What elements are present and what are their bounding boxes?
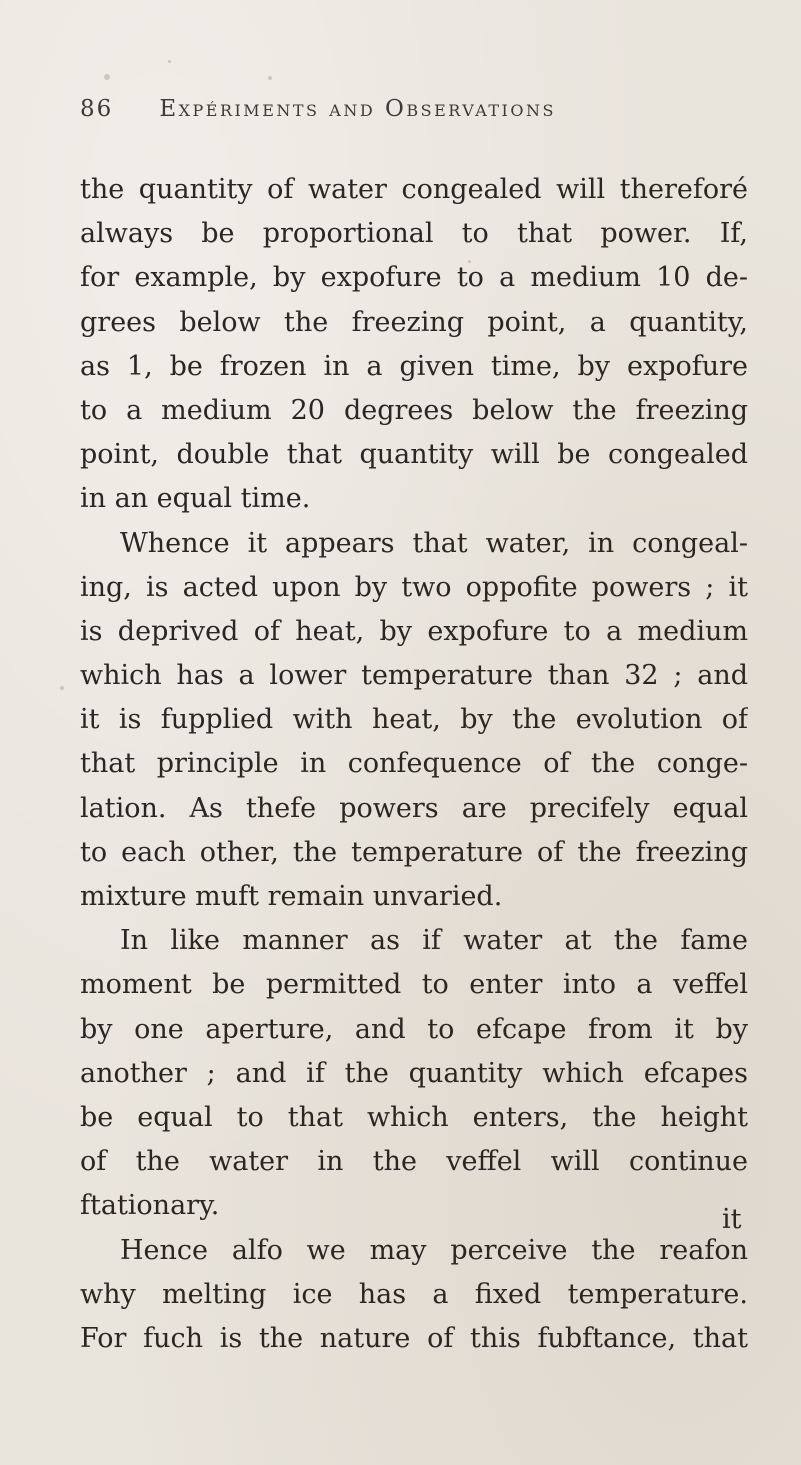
text-line: mixture muft remain unvaried. bbox=[80, 881, 503, 912]
ink-spot bbox=[60, 686, 64, 690]
text-line: it is fupplied with heat, by the evolution of bbox=[80, 704, 748, 736]
text-line: moment be permitted to enter into a veffel bbox=[80, 969, 748, 1001]
text-line: as 1, be frozen in a given time, by expofure bbox=[80, 350, 748, 382]
text-line: to a medium 20 degrees below the freezing bbox=[80, 394, 748, 426]
text-line: the quantity of water congealed will thereforé bbox=[80, 174, 748, 205]
text-line: ing, is acted upon by two oppofite powers ; it bbox=[80, 571, 748, 603]
running-head bbox=[80, 96, 740, 136]
body-text bbox=[80, 168, 748, 1361]
ink-spot bbox=[104, 74, 110, 80]
catchword: it bbox=[722, 1204, 742, 1235]
text-line: another ; and if the quantity which efcapes bbox=[80, 1057, 748, 1089]
text-line: by one aperture, and to efcape from it by bbox=[80, 1013, 748, 1045]
text-line: be equal to that which enters, the height bbox=[80, 1101, 748, 1133]
page-number: 86 bbox=[80, 96, 114, 122]
text-line: for example, by expofure to a medium 10 de- bbox=[80, 262, 748, 294]
text-line: Whence it appears that water, in congeal- bbox=[120, 527, 748, 559]
text-line: Hence alfo we may perceive the reafon bbox=[120, 1234, 748, 1266]
text-line: grees below the freezing point, a quantity, bbox=[80, 306, 748, 338]
text-line: which has a lower temperature than 32 ; and bbox=[80, 660, 748, 692]
text-line: always be proportional to that power. If, bbox=[80, 218, 748, 250]
text-line: point, double that quantity will be congealed bbox=[80, 439, 748, 471]
text-line: In like manner as if water at the fame bbox=[120, 925, 748, 957]
text-line: lation. As thefe powers are precifely equal bbox=[80, 792, 748, 824]
text-line: of the water in the veffel will continue bbox=[80, 1146, 748, 1178]
text-line: in an equal time. bbox=[80, 483, 311, 515]
ink-spot bbox=[168, 60, 171, 63]
text-line: ftationary. bbox=[80, 1190, 220, 1222]
ink-spot bbox=[268, 76, 272, 80]
running-title: Expériments and Observations bbox=[159, 96, 556, 122]
text-line: that principle in confequence of the conge- bbox=[80, 748, 748, 780]
text-line: why melting ice has a fixed temperature. bbox=[80, 1278, 748, 1310]
text-line: For fuch is the nature of this fubftance, that bbox=[80, 1322, 748, 1354]
text-line: to each other, the temperature of the freezing bbox=[80, 836, 748, 868]
text-line: is deprived of heat, by expofure to a medium bbox=[80, 615, 748, 647]
